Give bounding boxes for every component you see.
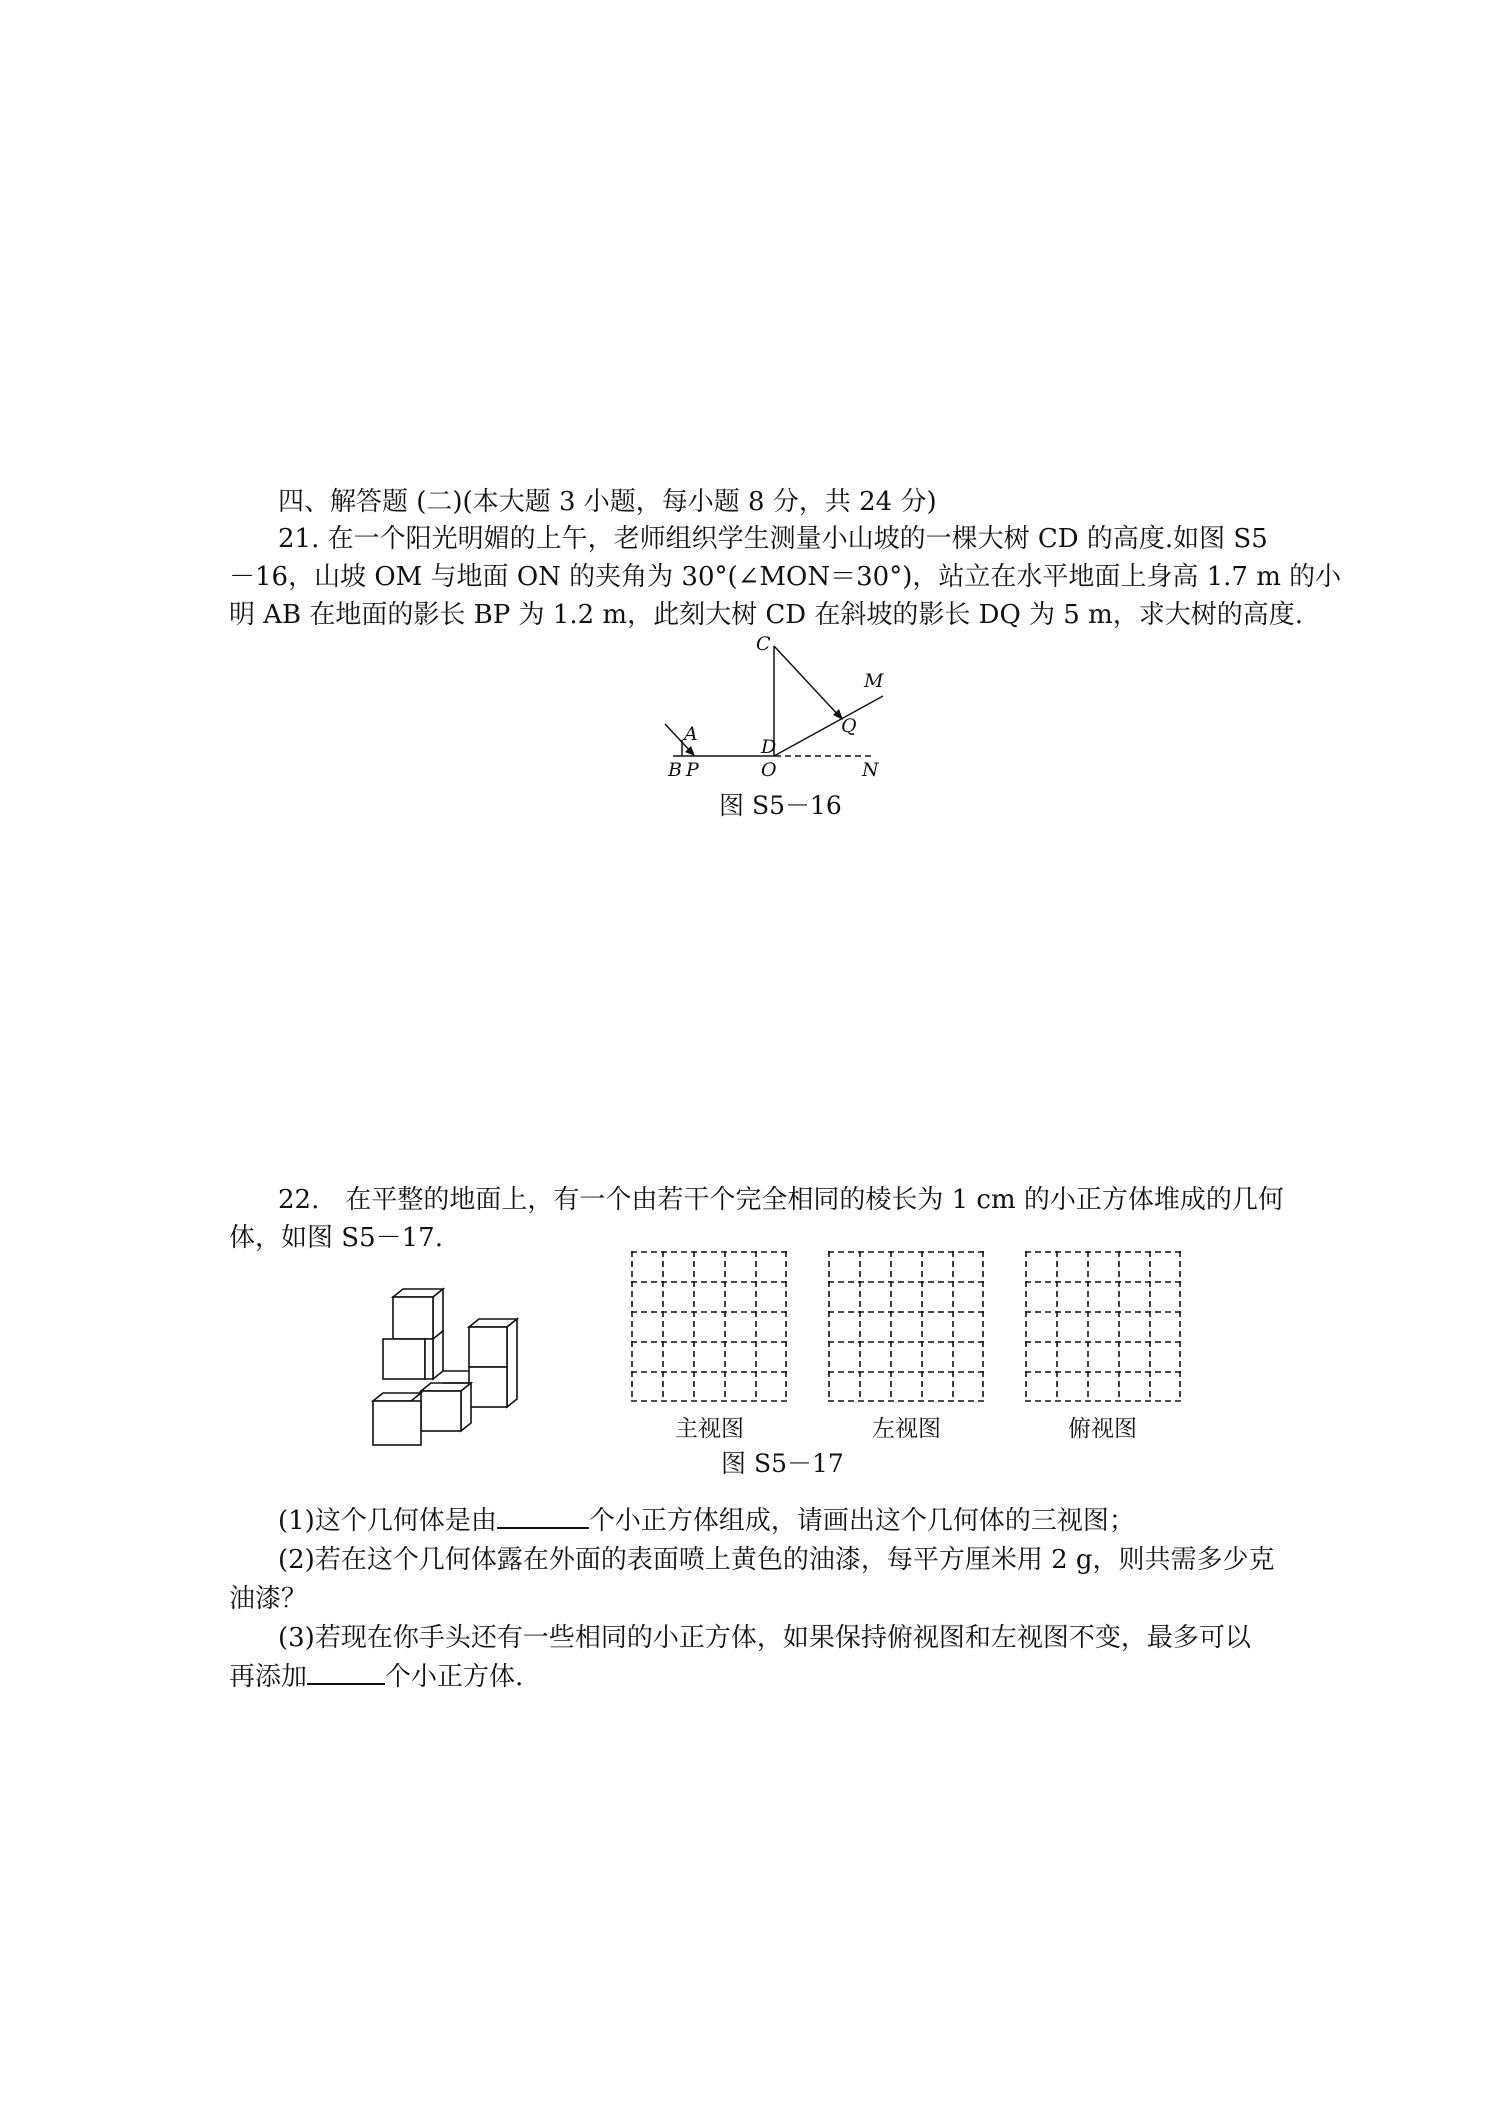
q22-line-2: 体，如图 S5－17. [229,1223,443,1253]
left-view-label: 左视图 [872,1416,941,1442]
label-a: A [684,723,698,745]
q22-sub2-line-2: 油漆？ [229,1584,308,1614]
q22-sub3 [229,1658,523,1696]
q21-line-2: －16，山坡 OM 与地面 ON 的夹角为 30°(∠MON＝30°)，站立在水平地面上身高 1.7 m 的小 [229,562,1342,592]
q21-line-1: 21. 在一个阳光明媚的上午，老师组织学生测量小山坡的一棵大树 CD 的高度.如图 S5 [278,524,1268,554]
q21-line-3: 明 AB 在地面的影长 BP 为 1.2 m，此刻大树 CD 在斜坡的影长 DQ 为 5 m，求大树的高度. [229,600,1304,630]
q22-sub1-before: (1)这个几何体是由 [278,1506,497,1536]
section-heading: 四、解答题 (二)(本大题 3 小题，每小题 8 分，共 24 分) [278,487,937,517]
front-view-grid [631,1251,791,1403]
q22-sub1-blank[interactable] [497,1503,589,1529]
figure-s5-17-caption: 图 S5－17 [721,1449,844,1478]
q22-sub2-line-1: (2)若在这个几何体露在外面的表面喷上黄色的油漆，每平方厘米用 2 g，则共需多少克 [278,1545,1275,1575]
label-d: D [761,736,777,758]
label-o: O [761,759,777,781]
q22-sub1 [278,1502,1135,1540]
top-view-grid [1025,1251,1185,1403]
q22-sub1-after: 个小正方体组成，请画出这个几何体的三视图； [588,1506,1135,1536]
label-n: N [862,759,879,781]
top-view-label: 俯视图 [1068,1416,1137,1442]
label-b: B [668,759,682,781]
q22-sub3-after: 个小正方体. [385,1662,524,1692]
q22-sub3-line-1: (3)若现在你手头还有一些相同的小正方体，如果保持俯视图和左视图不变，最多可以 [278,1623,1251,1653]
label-c: C [756,633,771,655]
q22-line-1: 22. 在平整的地面上，有一个由若干个完全相同的棱长为 1 cm 的小正方体堆成的几何 [278,1185,1284,1215]
figure-s5-16-caption: 图 S5－16 [719,791,842,820]
sun-ray-cq [774,646,841,718]
label-m: M [864,670,884,692]
front-view-label: 主视图 [675,1416,744,1442]
q22-sub3-before: 再添加 [229,1662,308,1692]
label-p: P [686,759,699,781]
left-view-grid [828,1251,988,1403]
cube-stack-figure [363,1283,523,1448]
figure-s5-16 [660,628,900,788]
q22-sub3-blank[interactable] [307,1659,385,1685]
label-q: Q [841,715,857,737]
